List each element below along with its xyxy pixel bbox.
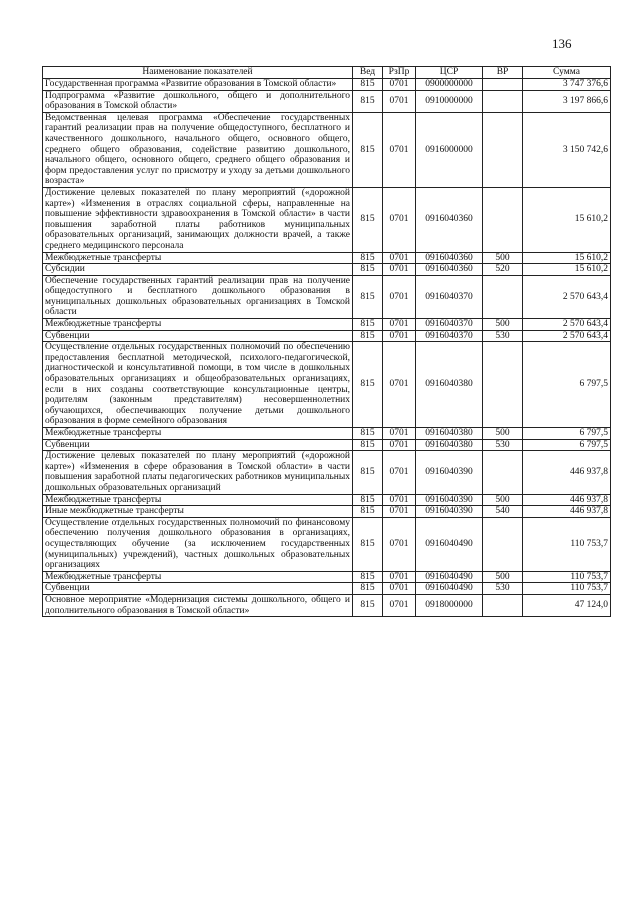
table-row (43, 252, 611, 264)
row-csr: 0900000000 (416, 79, 483, 91)
row-vr (483, 517, 523, 571)
table-row (43, 275, 611, 318)
table-row (43, 571, 611, 583)
row-sum: 2 570 643,4 (523, 319, 611, 331)
table-row (43, 451, 611, 494)
row-vr (483, 342, 523, 428)
row-ved: 815 (353, 342, 383, 428)
row-sum: 446 937,8 (523, 494, 611, 506)
table-row (43, 264, 611, 276)
row-csr: 0916040370 (416, 319, 483, 331)
row-vr: 520 (483, 264, 523, 276)
row-name: Государственная программа «Развитие образования в Томской области» (43, 79, 353, 91)
table-row (43, 517, 611, 571)
table-row (43, 90, 611, 112)
row-name: Подпрограмма «Развитие дошкольного, общего и дополнительного образования в Томской области» (43, 90, 353, 112)
row-ved: 815 (353, 494, 383, 506)
table-row (43, 187, 611, 252)
row-name: Межбюджетные трансферты (43, 428, 353, 440)
row-ved: 815 (353, 594, 383, 616)
row-sum: 6 797,5 (523, 428, 611, 440)
row-vr: 530 (483, 330, 523, 342)
table-row (43, 428, 611, 440)
row-ved: 815 (353, 506, 383, 518)
row-name: Осуществление отдельных государственных полномочий по обеспечению предоставления бесплатной методической, психолого-педагогической, диагностической и консультативной помощи, в том числе в дошкольных образовательных организациях и общеобразовательных организациях, если в них созданы соответствующие консультационные центры, родителям (законным представителям) несовершеннолетних обучающихся, обеспечивающих получение детьми дошкольного образования в форме семейного образования (43, 342, 353, 428)
row-rzpr: 0701 (383, 583, 416, 595)
row-csr: 0916040380 (416, 428, 483, 440)
row-rzpr: 0701 (383, 571, 416, 583)
row-vr: 500 (483, 252, 523, 264)
row-csr: 0916040490 (416, 571, 483, 583)
row-name: Субвенции (43, 330, 353, 342)
row-ved: 815 (353, 319, 383, 331)
row-sum: 110 753,7 (523, 571, 611, 583)
row-rzpr: 0701 (383, 275, 416, 318)
row-sum: 2 570 643,4 (523, 275, 611, 318)
row-name: Межбюджетные трансферты (43, 571, 353, 583)
row-sum: 15 610,2 (523, 252, 611, 264)
row-name: Иные межбюджетные трансферты (43, 506, 353, 518)
row-rzpr: 0701 (383, 428, 416, 440)
row-name: Ведомственная целевая программа «Обеспечение государственных гарантий реализации прав на получение общедоступного, бесплатного и качественного дошкольного, начального общего, основного общего, среднего общего образования, содействие развитию дошкольного, начального общего, основного общего, среднего общего образования и форм предоставления услуг по присмотру и уходу за детьми дошкольного возраста» (43, 112, 353, 187)
row-vr (483, 90, 523, 112)
row-csr: 0916040360 (416, 252, 483, 264)
row-sum: 446 937,8 (523, 451, 611, 494)
table-row (43, 439, 611, 451)
table-row (43, 79, 611, 91)
row-csr: 0916040380 (416, 439, 483, 451)
header-ved: Вед (353, 67, 383, 79)
row-ved: 815 (353, 187, 383, 252)
row-name: Субвенции (43, 439, 353, 451)
row-vr (483, 187, 523, 252)
row-vr (483, 594, 523, 616)
row-vr (483, 79, 523, 91)
header-name: Наименование показателей (43, 67, 353, 79)
row-csr: 0916040370 (416, 275, 483, 318)
row-vr: 500 (483, 571, 523, 583)
header-rzpr: РзПр (383, 67, 416, 79)
row-sum: 2 570 643,4 (523, 330, 611, 342)
table-row (43, 583, 611, 595)
page-number: 136 (552, 36, 572, 51)
table-header-row (43, 67, 611, 79)
row-rzpr: 0701 (383, 90, 416, 112)
row-ved: 815 (353, 451, 383, 494)
row-vr: 500 (483, 494, 523, 506)
row-csr: 0916040380 (416, 342, 483, 428)
row-ved: 815 (353, 571, 383, 583)
row-ved: 815 (353, 275, 383, 318)
row-sum: 446 937,8 (523, 506, 611, 518)
row-name: Достижение целевых показателей по плану мероприятий («дорожной карте») «Изменения в отраслях социальной сферы, направленные на повышение эффективности здравоохранения в Томской области» в части повышения заработной платы работников муниципальных образовательных организаций, занимающих должности врачей, а также среднего медицинского персонала (43, 187, 353, 252)
row-csr: 0916040370 (416, 330, 483, 342)
header-sum: Сумма (523, 67, 611, 79)
row-csr: 0916040390 (416, 451, 483, 494)
row-csr: 0916040490 (416, 583, 483, 595)
table-row (43, 330, 611, 342)
row-vr: 500 (483, 428, 523, 440)
row-vr (483, 112, 523, 187)
row-rzpr: 0701 (383, 451, 416, 494)
row-name: Обеспечение государственных гарантий реализации прав на получение общедоступного и бесплатного дошкольного образования в муниципальных дошкольных образовательных организациях в Томской области (43, 275, 353, 318)
budget-table (42, 66, 611, 617)
row-name: Достижение целевых показателей по плану мероприятий («дорожной карте») «Изменения в сфере образования в Томской области» в части повышения заработной платы педагогических работников муниципальных дошкольных образовательных организаций (43, 451, 353, 494)
row-vr: 530 (483, 583, 523, 595)
row-ved: 815 (353, 517, 383, 571)
row-name: Межбюджетные трансферты (43, 494, 353, 506)
header-csr: ЦСР (416, 67, 483, 79)
row-vr: 540 (483, 506, 523, 518)
row-name: Субвенции (43, 583, 353, 595)
row-name: Межбюджетные трансферты (43, 252, 353, 264)
row-csr: 0910000000 (416, 90, 483, 112)
row-csr: 0916000000 (416, 112, 483, 187)
row-rzpr: 0701 (383, 112, 416, 187)
row-rzpr: 0701 (383, 79, 416, 91)
table-row (43, 494, 611, 506)
header-vr: ВР (483, 67, 523, 79)
row-sum: 15 610,2 (523, 187, 611, 252)
row-ved: 815 (353, 252, 383, 264)
row-rzpr: 0701 (383, 494, 416, 506)
row-rzpr: 0701 (383, 264, 416, 276)
row-ved: 815 (353, 428, 383, 440)
row-csr: 0916040390 (416, 494, 483, 506)
row-rzpr: 0701 (383, 594, 416, 616)
row-sum: 3 747 376,6 (523, 79, 611, 91)
row-ved: 815 (353, 112, 383, 187)
row-rzpr: 0701 (383, 506, 416, 518)
row-sum: 47 124,0 (523, 594, 611, 616)
row-name: Межбюджетные трансферты (43, 319, 353, 331)
row-sum: 3 197 866,6 (523, 90, 611, 112)
row-rzpr: 0701 (383, 342, 416, 428)
row-vr: 500 (483, 319, 523, 331)
row-csr: 0916040360 (416, 187, 483, 252)
row-sum: 6 797,5 (523, 342, 611, 428)
table-row (43, 342, 611, 428)
row-csr: 0916040490 (416, 517, 483, 571)
row-ved: 815 (353, 90, 383, 112)
table-body (43, 79, 611, 617)
row-csr: 0916040390 (416, 506, 483, 518)
row-ved: 815 (353, 583, 383, 595)
table-row (43, 112, 611, 187)
row-rzpr: 0701 (383, 439, 416, 451)
row-sum: 3 150 742,6 (523, 112, 611, 187)
row-vr (483, 451, 523, 494)
row-sum: 110 753,7 (523, 583, 611, 595)
row-name: Осуществление отдельных государственных полномочий по финансовому обеспечению получения дошкольного образования в организациях, осуществляющих обучение (за исключением государственных (муниципальных) учреждений), частных дошкольных образовательных организациях (43, 517, 353, 571)
row-name: Субсидии (43, 264, 353, 276)
row-rzpr: 0701 (383, 319, 416, 331)
row-csr: 0918000000 (416, 594, 483, 616)
table-row (43, 319, 611, 331)
row-name: Основное мероприятие «Модернизация системы дошкольного, общего и дополнительного образования в Томской области» (43, 594, 353, 616)
row-rzpr: 0701 (383, 187, 416, 252)
row-sum: 110 753,7 (523, 517, 611, 571)
row-ved: 815 (353, 439, 383, 451)
row-vr (483, 275, 523, 318)
table-row (43, 594, 611, 616)
row-rzpr: 0701 (383, 517, 416, 571)
row-vr: 530 (483, 439, 523, 451)
table-row (43, 506, 611, 518)
row-csr: 0916040360 (416, 264, 483, 276)
row-rzpr: 0701 (383, 330, 416, 342)
row-sum: 15 610,2 (523, 264, 611, 276)
row-rzpr: 0701 (383, 252, 416, 264)
row-ved: 815 (353, 79, 383, 91)
row-ved: 815 (353, 264, 383, 276)
row-ved: 815 (353, 330, 383, 342)
row-sum: 6 797,5 (523, 439, 611, 451)
